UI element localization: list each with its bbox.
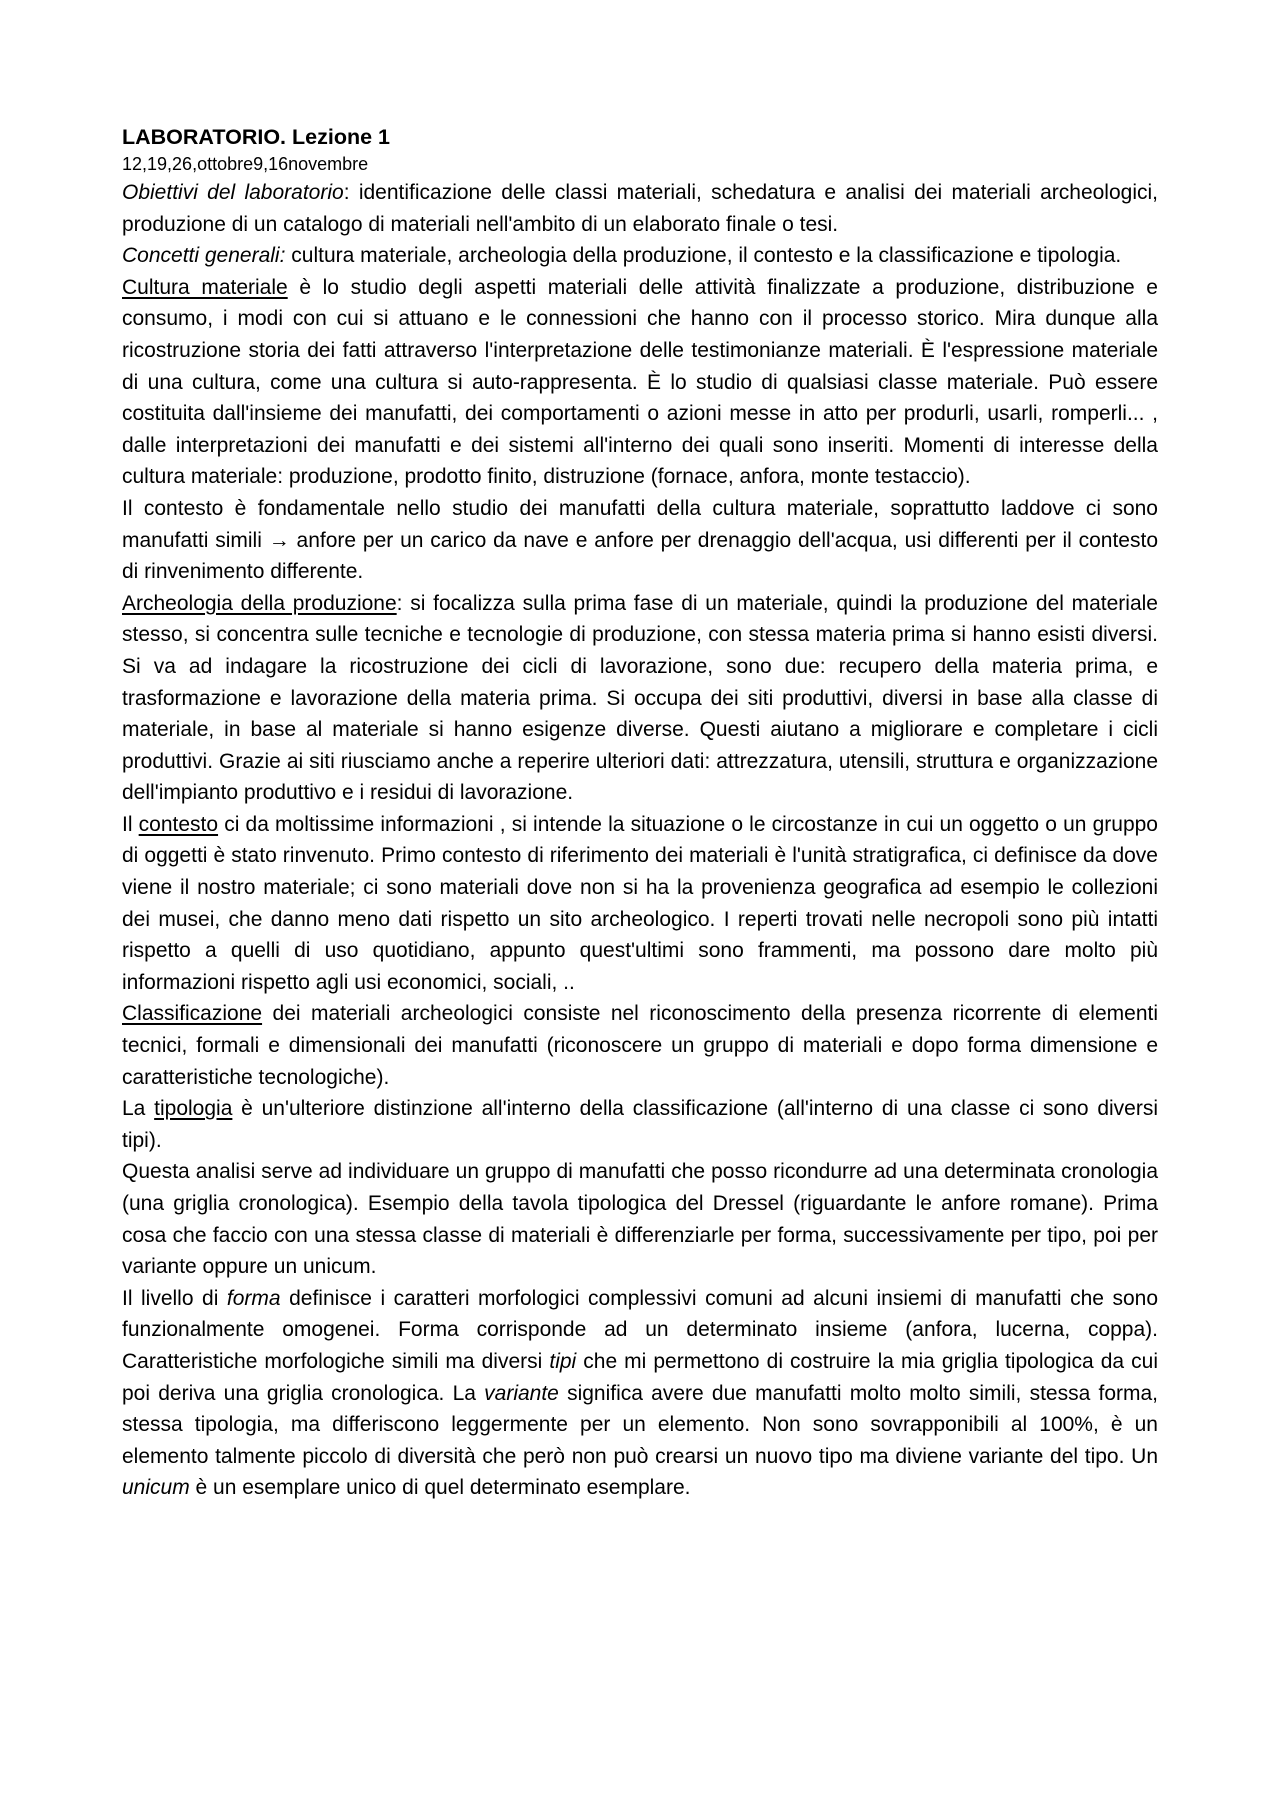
form-level-text-2: definisce i caratteri morfologici complessivi comuni ad alcuni insiemi di manufatti che sono funzionalmente omogenei. Forma corrisponde ad un determinato insieme (anfora, lucerna, coppa). Caratteristiche morfologiche simili ma diversi [122, 1286, 1158, 1373]
paragraph-production-archaeology [122, 588, 1158, 809]
unicum-term: unicum [122, 1476, 190, 1500]
form-level-text-3: che mi permettono di costruire la mia griglia tipologica da cui poi deriva una griglia cronologica. La [122, 1349, 1158, 1405]
types-term: tipi [549, 1349, 577, 1373]
paragraph-form-level [122, 1283, 1158, 1504]
context-pre: Il [122, 812, 139, 836]
objectives-text: : identificazione delle classi materiali, schedatura e analisi dei materiali archeologici, produzione di un catalogo di materiali nell'ambito di un elaborato finale o tesi. [122, 181, 1159, 236]
context-intro-text: Il contesto è fondamentale nello studio dei manufatti della cultura materiale, soprattutto laddove ci sono manufatti simili → anfore per un carico da nave e anfore per drenaggio dell'acqua, usi differenti per il contesto di rinvenimento differente. [122, 496, 1158, 584]
form-level-text-5: è un esemplare unico di quel determinato esemplare. [189, 1476, 691, 1500]
paragraph-context [122, 809, 1158, 999]
production-archaeology-text: : si focalizza sulla prima fase di un materiale, quindi la produzione del materiale stesso, si concentra sulle tecniche e tecnologie di produzione, con stessa materia prima si hanno esisti diversi. Si va ad indagare la ricostruzione dei cicli di lavorazione, sono due: recupero della materia prima, e trasformazione e lavorazione della materia prima. Si occupa dei siti produttivi, diversi in base alla classe di materiale, in base al materiale si hanno esigenze diverse. Questi aiutano a migliorare e completare i cicli produttivi. Grazie ai siti riusciamo anche a reperire ulteriori dati: attrezzatura, utensili, struttura e organizzazione dell'impianto produttivo e i residui di lavorazione. [122, 591, 1158, 805]
variant-term: variante [484, 1381, 559, 1405]
context-text: ci da moltissime informazioni , si intende la situazione o le circostanze in cui un oggetto o un gruppo di oggetti è stato rinvenuto. Primo contesto di riferimento dei materiali è l'unità stratigrafica, ci definisce da dove viene il nostro materiale; ci sono materiali dove non si ha la provenienza geografica ad esempio le collezioni dei musei, che danno meno dati rispetto un sito archeologico. I reperti trovati nelle necropoli sono più intatti rispetto a quelli di uso quotidiano, appunto quest'ultimi sono frammenti, ma possono dare molto più informazioni rispetto agli usi economici, sociali, .. [122, 812, 1158, 994]
paragraph-context-intro [122, 493, 1158, 588]
context-lead: contesto [138, 812, 219, 836]
paragraph-general-concepts [122, 240, 1158, 272]
production-archaeology-lead: Archeologia della produzione [122, 591, 397, 615]
typology-lead: tipologia [154, 1097, 233, 1121]
classification-lead: Classificazione [122, 1002, 263, 1026]
form-level-text-4: significa avere due manufatti molto molto simili, stessa forma, stessa tipologia, ma differiscono leggermente per un elemento. Non sono sovrapponibili al 100%, è un elemento talmente piccolo di diversità che però non può crearsi un nuovo tipo ma diviene variante del tipo. Un [122, 1381, 1158, 1468]
classification-text: dei materiali archeologici consiste nel riconoscimento della presenza ricorrente di elementi tecnici, formali e dimensionali dei manufatti (riconoscere un gruppo di materiali e dopo forma dimensione e caratteristiche tecnologiche). [122, 1002, 1158, 1089]
paragraph-typology [122, 1093, 1158, 1156]
typology-text: è un'ulteriore distinzione all'interno della classificazione (all'interno di una classe ci sono diversi tipi). [122, 1097, 1159, 1152]
document-page [122, 122, 1158, 1504]
document-title: LABORATORIO. Lezione 1 [122, 125, 390, 149]
form-level-text-1: Il livello di [122, 1286, 227, 1310]
objectives-lead: Obiettivi del laboratorio [122, 181, 344, 204]
analysis-text: Questa analisi serve ad individuare un gruppo di manufatti che posso ricondurre ad una determinata cronologia (una griglia cronologica). Esempio della tavola tipologica del Dressel (riguardante le anfore romane). Prima cosa che faccio con una stessa classe di materiali è differenziarle per forma, successivamente per tipo, poi per variante oppure un unicum. [122, 1160, 1158, 1279]
paragraph-material-culture [122, 272, 1158, 493]
material-culture-lead: Cultura materiale [122, 275, 288, 299]
lesson-dates: 12,19,26,ottobre9,16novembre [122, 154, 369, 174]
paragraph-objectives [122, 177, 1158, 240]
paragraph-analysis [122, 1156, 1158, 1282]
general-concepts-lead: Concetti generali: [122, 244, 286, 268]
form-term: forma [226, 1286, 281, 1310]
typology-pre: La [122, 1097, 155, 1121]
material-culture-text: è lo studio degli aspetti materiali delle attività finalizzate a produzione, distribuzione e consumo, i modi con cui si attuano e le connessioni che hanno con il processo storico. Mira dunque alla ricostruzione storia dei fatti attraverso l'interpretazione delle testimonianze materiali. È l'espressione materiale di una cultura, come una cultura si auto-rappresenta. È lo studio di qualsiasi classe materiale. Può essere costituita dall'insieme dei manufatti, dei comportamenti o azioni messe in atto per produrli, usarli, romperli... , dalle interpretazioni dei manufatti e dei sistemi all'interno dei quali sono inseriti. Momenti di interesse della cultura materiale: produzione, prodotto finito, distruzione (fornace, anfora, monte testaccio). [122, 275, 1158, 489]
paragraph-classification [122, 998, 1158, 1093]
general-concepts-text: cultura materiale, archeologia della produzione, il contesto e la classificazione e tipologia. [285, 244, 1122, 268]
